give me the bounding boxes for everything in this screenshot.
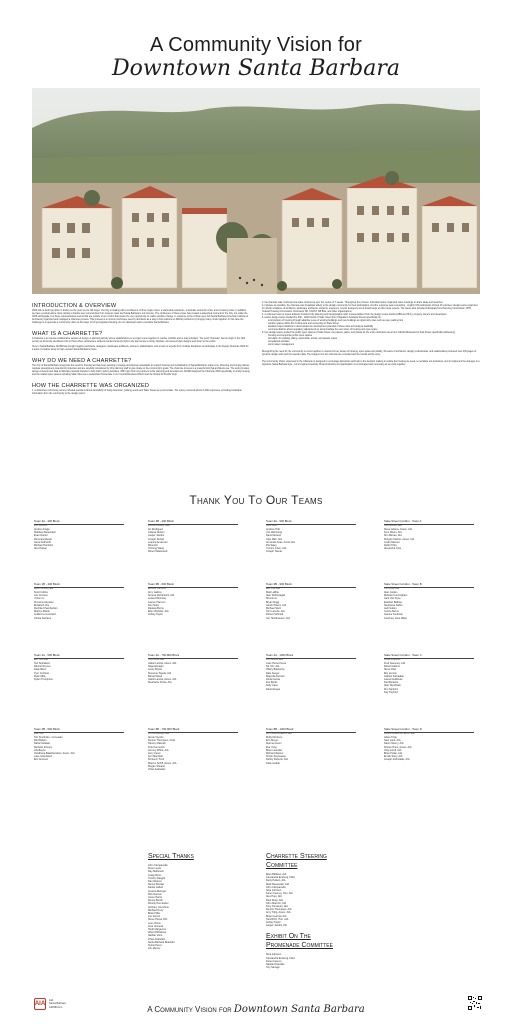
intro-paragraph: 2020 will no doubt go down in history as the year no one will forget. Our City is dealing with a confluence of three major crises: a world-wide pandemic, a dramatic economic crisis, and a housing crisis. In addition, we have a social justice crisis casting a shadow over communities from coast to coast and Santa Barbara is not immune. The confluence of these crises has created a watershed moment for the City, not unlike the 1925 earthquake. It is these unprecedented events that are outside of our control that create the very opportunity to realize positive change. In response to the critical need, AIA Santa Barbara (American Institute of Architects) organized and managed a charrette process. This process is a common technique used by architects as a way to find solutions to difficult problems by bringing many minds together. In this case the challenge is to generate a community vision to find ways to bring integrated housing into our downtown and to revitalize Santa Barbara. xyxy=(32,310,249,324)
list-item: Ohan Arabelian xyxy=(148,937,166,941)
team-member: Mira Ash xyxy=(148,543,158,547)
team-member: Debby Roberts, AIA xyxy=(266,758,288,762)
team-member: Ken Marshall xyxy=(148,755,163,759)
list-item: Sylvia Perez xyxy=(148,944,162,948)
team-member: Kim Sanford xyxy=(384,687,398,691)
team-member: Jessy Brown xyxy=(148,668,163,672)
team-member: Serena McClintock, AIA xyxy=(148,594,175,598)
team-member: Luanna Anderson xyxy=(148,540,168,544)
team-member: Marcus Martin xyxy=(34,610,50,614)
team-member: Scott Collins xyxy=(34,590,48,594)
team-member: Ellen Webster, AIA xyxy=(148,610,169,614)
team-member: Brian Lasnafer xyxy=(266,748,283,752)
team-block xyxy=(384,520,474,550)
team-member: Erin Meyer xyxy=(266,739,279,743)
process-step-6: 6. four design teams studied the public open spaces of State Street, the paseos, parks, and plazas for the entire downtown area from Cabrillo Boulevard to Sola Street specifically addressing: xyxy=(262,332,456,334)
team-title: Team 5B - 700-800 Block xyxy=(148,728,238,733)
team-member: Jacob Hikens, AIA xyxy=(266,603,287,607)
team-member: Gabriel Farhadian xyxy=(384,674,405,678)
team-member: Stephanie Sablo xyxy=(384,603,403,607)
list-item: Detty Peikert, AIA xyxy=(266,879,286,883)
team-lead: Brian Hofer xyxy=(266,524,278,527)
team-member: Andres Arciga xyxy=(34,527,50,531)
list-item: John Campanella xyxy=(266,885,286,889)
team-member: Michelle Zimney xyxy=(34,745,53,749)
steering-heading-1: Charrette Steering xyxy=(266,853,327,860)
team-title: Team 2A - 500 Block xyxy=(34,654,124,659)
list-item: Hugh Margerum xyxy=(148,928,167,932)
team-block xyxy=(384,654,474,694)
list-item: Tony Tomasulo, AIA xyxy=(266,905,288,909)
team-member: Kent Mixon, AIA xyxy=(384,531,402,535)
team-member: Elly Iverson xyxy=(384,671,397,675)
intro-heading: INTRODUCTION & OVERVIEW xyxy=(32,303,117,309)
team-member: Steve Adams, Assoc. AIA xyxy=(384,527,413,531)
team-member: Ivonne Burns xyxy=(384,610,399,614)
team-member: Armando Arias, Assoc AIA xyxy=(266,540,296,544)
list-item: Steve House NCI xyxy=(148,918,168,922)
process-bullet: outdoor spaces within the 2 block area and connecting to State Street xyxy=(268,323,339,325)
team-title: Team 4A - 700-800 Block xyxy=(148,654,238,659)
team-lead: Eva Tomasini xyxy=(34,524,47,527)
team-block xyxy=(266,520,356,554)
team-member: Sam Lank, AIA xyxy=(384,739,401,743)
promenade-heading-2: Promenade Committee xyxy=(266,942,333,950)
team-title: Team 9A - 900 Block xyxy=(266,520,356,525)
list-item: Izzy Savage xyxy=(266,966,280,970)
list-item: Natalie Dramatis xyxy=(266,963,285,967)
list-item: Craig Minus xyxy=(148,873,162,877)
team-block xyxy=(148,583,238,617)
team-member: Kristen Price, Assoc. AIA xyxy=(384,745,412,749)
list-item: Anthony Grumbine xyxy=(148,905,169,909)
team-block xyxy=(266,728,356,765)
team-member: Yicheng Wang xyxy=(148,547,165,551)
team-member: Tai Yeh, AIA xyxy=(266,665,280,669)
list-item: Ray Malhoeck xyxy=(148,870,164,874)
list-item: Renee Brook xyxy=(148,899,163,903)
team-member: David Anaya xyxy=(266,687,281,691)
team-member: Kinneme Mendes xyxy=(34,600,54,604)
team-member: Galena Nelson xyxy=(148,531,165,535)
team-block xyxy=(266,583,356,620)
list-item: Tara Rizzi, Hon. AIA xyxy=(266,917,289,921)
team-member: Kelly Cave xyxy=(266,684,278,688)
list-item: Mark Beausoleil, AIA xyxy=(266,882,290,886)
process-bullet: recommendations about regulatory adjustments to accommodate the new vision of housing and open space xyxy=(268,329,378,331)
team-title: Team 4A - 1000 Block xyxy=(266,654,356,659)
team-member: Jon Hochhausen, AIA xyxy=(266,616,291,620)
list-item: Alex Pujo, AIA xyxy=(266,895,282,899)
team-member: Leland Wemsley xyxy=(148,597,167,601)
list-item: Cassandra Ensberg, FAIA xyxy=(266,876,295,880)
team-member: Julie Mah, AIA xyxy=(266,537,282,541)
team-member: Eric Aronson xyxy=(34,758,49,762)
list-item: Ellen Bildsten, AIA xyxy=(266,873,287,876)
process-bullet: storm water management xyxy=(268,344,295,346)
team-member: Jack Van Dyne xyxy=(384,597,401,601)
team-block xyxy=(384,728,474,762)
list-item: Karen Feeney xyxy=(266,959,282,963)
list-item: Daniel Gullett xyxy=(148,886,164,890)
process-step-5: 5. twelve design teams studied the 300 - 1000 blocks of State Street from Chapala to Anacapa Streets specifically for: xyxy=(262,317,382,319)
team-member: Yvonne Chen, AIA xyxy=(266,547,287,551)
team-member: Kristin Stoywauve xyxy=(266,755,286,759)
team-member: Joe Cervera xyxy=(34,594,48,598)
team-member: Richard Warner xyxy=(266,751,284,755)
team-member: Rene Escobedo xyxy=(34,537,52,541)
list-item: Brian Hiller xyxy=(148,912,161,916)
list-item: Jon Ferrell xyxy=(148,915,160,919)
team-member: Lauren Harmon xyxy=(148,600,166,604)
list-item: Brian Cearnal, AIA xyxy=(266,914,287,918)
list-item: Nina Johnson xyxy=(266,953,282,957)
team-lead: Paul Rupp, AIA xyxy=(384,587,399,590)
process-bullet: detailed project statistics to demonstrate the development potential of these sites and analyze feasibility xyxy=(268,326,374,328)
team-member: Alexandra Cole xyxy=(384,547,402,551)
team-member: Debbi Tilley xyxy=(384,543,397,547)
charrette-heading: WHAT IS A CHARRETTE? xyxy=(32,331,103,337)
list-item: John Campanella xyxy=(148,864,168,867)
team-block xyxy=(34,583,124,620)
team-member: Justin Manuel xyxy=(384,540,400,544)
aia-logo-mark: AIA xyxy=(34,998,46,1010)
team-member: Jeanne Kaufman xyxy=(384,613,403,617)
team-member: Joseph Robair xyxy=(148,537,165,541)
summary-paragraph: Recognizing the need for the community to come together to respond to key issues of housing, open space and vitality, 16 teams of architects, design professionals, and stakeholders produced over 230 pages of dynamic design work and the relevant data. The images from the charrette are compiled and the results tell the story. xyxy=(262,351,477,356)
list-item: Jason Harris xyxy=(148,896,163,900)
team-member: Melissa Cunningham xyxy=(384,594,408,598)
team-member: Ryan Mills xyxy=(34,674,46,678)
team-member: Eva Yang xyxy=(266,745,277,749)
team-member: Sage Elmagin xyxy=(148,665,164,669)
team-member: Kym Cochran xyxy=(34,671,50,675)
team-member: Cristia Sanders xyxy=(34,616,52,620)
aerial-rendering-image xyxy=(32,88,480,294)
team-member: Alan McDonagall xyxy=(266,594,285,598)
process-step-2: 2. the charrette was conducted via video conference over the course of 7 weeks. Throughout the process, individual teams organized video meetings to share ideas and sketches. xyxy=(262,302,444,304)
process-bullet: incorporation of housing through adaptive reuse of existing buildings and new buildings at opportunity sites such as open parking lots xyxy=(268,320,403,322)
logo-line-2: Santa Barbara xyxy=(49,1002,66,1006)
list-item: John Maruzzi, AIA xyxy=(266,901,287,905)
team-title: State Street Corridor - Team A xyxy=(384,520,474,525)
team-member: Evan Daniel xyxy=(34,534,48,538)
team-member: Morgan Solorio, Assoc. AIA xyxy=(384,537,415,541)
team-member: Lila Bayne xyxy=(34,748,46,752)
list-item: Jasper Jacobs, PE xyxy=(266,924,287,928)
vision-paragraph: The Community Vision expressed in the Charrette is designed to encourage discussion and help in the decision making to realize the housing we need, re-revitalize our downtown, and to implement the changes in a signature Santa Barbara style - full of inspired creativity. Broad inclusivity and participation is encouraged and necessary as we work together. xyxy=(262,361,480,366)
organized-heading: HOW THE CHARRETTE WAS ORGANIZED xyxy=(32,383,150,389)
team-block xyxy=(34,654,124,681)
team-title: State Street Corridor - Team D xyxy=(384,728,474,733)
list-item: Rob Dayson xyxy=(148,892,162,896)
promenade-heading-1: Exhibit On The xyxy=(266,933,311,941)
team-member: Elizabeth Vos xyxy=(34,603,50,607)
team-member: Ruchita Chamberlain xyxy=(34,606,58,610)
list-item: Dan Weimer xyxy=(148,880,162,884)
team-member: Tom Lacobs, AIA xyxy=(266,610,285,614)
team-lead: Susan Singhvale xyxy=(384,658,401,661)
team-member: Matt LaBrie xyxy=(266,590,279,594)
team-member: Brian Holler, AIA xyxy=(384,751,403,755)
team-member: Robert Schmidt xyxy=(266,613,284,617)
footer-title xyxy=(0,1004,512,1015)
team-member: Dennis Thompson, FAIA xyxy=(148,739,176,743)
list-item: Jon Mercer xyxy=(148,947,161,951)
team-member: Guillermo Gonzalez xyxy=(34,613,56,617)
team-member: Susanne Tojeda, AIA xyxy=(148,671,172,675)
team-member: Courtney Jane Miller xyxy=(384,616,407,620)
team-member: Jasper Jacobs xyxy=(148,534,165,538)
team-member: Harvey Malouch xyxy=(148,742,167,746)
team-member: Yan Weicheng xyxy=(266,531,283,535)
team-title: Team 8B - 1000 Block xyxy=(266,728,356,733)
list-item: Paul Rupp, AIA xyxy=(266,898,283,902)
team-member: Laurel DeWeese xyxy=(384,677,403,681)
team-member: Kim Mireau, AIA xyxy=(384,534,402,538)
team-member: Kimberly Trout xyxy=(148,758,165,762)
why-paragraph: The City of Santa Barbara recognizes the need for housing and has been working to change development standards to support housing and revitalization of Santa Barbara's urban core. Planning and zoning policies regulate development potential of properties and are carefully considered by City planning staff to give shape to the community's goals. The charrette process is a powerful tool that architects use. The work provides design concepts and data to illustrate potential impacts to help inform policy decisions. With input from city partners at the planning and development, AIASB designed the Charrette 2020 specifically to study housing and the related open spaces including State Street as a pedestrian Promenade in our Central Business District and the historic El Pueblo Viejo. xyxy=(32,365,250,376)
process-step-4: 4. a volunteer team of expert advisors included City planning and transportation staff, representatives from the design review bodies (ABR and HLC), property owners and developers. xyxy=(262,314,448,316)
team-member: Don Nulty xyxy=(148,603,159,607)
charrette-paragraph: A charrette is an intense collaborative session of design or planning activity where stakeholders on a project come together to resolve conflicts and to map solutions. The word "charrette" has its origin in the 19th century at the Ecole des Beaux Arts in Paris where architecture students worked furiously right to the last minute to study, illustrate, and present their designs and vision to the public. xyxy=(32,338,246,343)
team-block xyxy=(266,654,356,691)
logo-line-3: AIASB.com xyxy=(49,1005,63,1009)
team-block xyxy=(34,728,124,762)
list-item: Crosby Slaught xyxy=(148,876,166,880)
why-heading: WHY DO WE NEED A CHARRETTE? xyxy=(32,358,132,364)
team-member: Katie Grabik xyxy=(266,761,280,765)
steering-committee xyxy=(266,852,386,969)
list-item: Peter Lewis xyxy=(148,867,162,871)
special-thanks xyxy=(148,852,248,950)
team-member: Karl Berkeris xyxy=(384,681,399,685)
team-lead: Ann Thiel, AIA xyxy=(34,658,48,661)
steering-heading-2: Committee xyxy=(266,862,298,869)
team-member: Vandhana Balachandran, Assoc. AIA xyxy=(34,751,75,755)
team-member: Steve Diaz xyxy=(384,668,397,672)
list-item: Irma Unzueta xyxy=(148,924,164,928)
team-member: Alan Jordan xyxy=(384,590,398,594)
team-lead: John Maruzzi, AIA xyxy=(384,524,402,527)
team-member: Nahal Soldaat xyxy=(34,742,50,746)
team-lead: Anthony Tomasulo xyxy=(148,587,166,590)
process-bullet: circulation for walking, biking, automobile, transit, and parade routes xyxy=(268,338,338,340)
team-member: Megan Shearel xyxy=(148,764,165,768)
thanks-heading: Thank You To Our Teams xyxy=(189,493,323,507)
organized-paragraph: 1. a downtown community survey included questions about desirability of living downtown, parking needs and State Street as a promenade. The survey received almost 3,000 responses, providing invaluable information from the community to the design teams. xyxy=(32,390,242,395)
team-member: Isabel Lamba, Assoc. AIA xyxy=(148,677,177,681)
team-member: Alanna Green xyxy=(266,742,282,746)
team-member: Bryan Rugg xyxy=(266,600,280,604)
team-member: Michael Hamilton xyxy=(34,543,54,547)
list-item: Renee Brooke xyxy=(148,883,164,887)
team-member: Jedi Sutton xyxy=(384,606,397,610)
team-member: Ashley Taylor xyxy=(148,613,163,617)
team-lead: Alex Pujo, AIA xyxy=(266,587,280,590)
process-column xyxy=(262,302,480,367)
team-member: Dawn Sherry, AIA xyxy=(384,742,404,746)
team-member: Joseph Andrulaitis, AIA xyxy=(384,758,410,762)
team-title: Team 3B - 400 Block xyxy=(148,520,238,525)
footer-place: Downtown Santa Barbara xyxy=(233,1004,365,1015)
team-member: Rose Hildebrandt xyxy=(148,550,168,554)
list-item: Woody Hernandez xyxy=(148,902,169,906)
special-thanks-heading: Special Thanks xyxy=(148,853,194,860)
team-member: Marcus Schiff, Assoc. AIA xyxy=(148,761,177,765)
team-member: Juan Heina Perea xyxy=(266,661,287,665)
team-lead: Paul Poirier, AIA xyxy=(148,658,164,661)
list-item: Albert DiPadova xyxy=(148,931,167,935)
team-member: Isabel Lamba, Assoc. AIA xyxy=(148,661,177,665)
team-member: Michael Stetz xyxy=(266,606,282,610)
team-member: Tori Smolinski - Co-leader xyxy=(34,735,63,739)
team-member: Katie Blom xyxy=(34,668,47,672)
list-item: Nina Johnson xyxy=(266,889,282,893)
team-member: Jared Fetherolf xyxy=(34,540,51,544)
team-member: Pat Saley xyxy=(266,543,277,547)
list-item: Leon Olson xyxy=(148,921,161,925)
team-member: Ted Strickland xyxy=(34,661,50,665)
charrette-paragraph-2: Here in Santa Barbara, AIASB has brought together architects, designers, landscape architects, planners, stakeholders, and a team of experts from multiple disciplines to participate in the Design Charrette 2020 for a burst of creative study to help envision Santa Barbara's future. xyxy=(32,346,249,351)
team-member: Esteban Balboa xyxy=(384,600,402,604)
team-lead: Roxana Bonderson, Assoc. AIA xyxy=(384,732,415,735)
team-title: State Street Corridor - Team B xyxy=(384,583,474,588)
team-block xyxy=(148,520,238,554)
team-title: Team 3A - 400 Block xyxy=(34,520,124,525)
team-member: David Alvarez xyxy=(266,534,282,538)
team-member: Hillary Blackerby xyxy=(266,668,285,672)
team-title: State Street Corridor - Team C xyxy=(384,654,474,659)
team-member: Clay Aurell, AIA xyxy=(384,748,402,752)
team-member: Rod Britton xyxy=(34,739,47,743)
team-member: Alex Parker xyxy=(34,547,47,551)
team-member: Daniela Burns xyxy=(148,606,164,610)
team-member: Ohan Arabelian xyxy=(148,767,166,771)
list-item: Michael Drury xyxy=(148,908,164,912)
team-member: Karla Garcia xyxy=(266,677,280,681)
team-member: Dylan Thompson xyxy=(34,677,53,681)
team-member: Stephanie Poole, AIA xyxy=(148,681,172,685)
list-item: Cassandra Ensberg, FAIA xyxy=(266,956,295,960)
team-member: Yichen Li xyxy=(34,597,45,601)
team-member: Joseph Tascia xyxy=(266,550,282,554)
team-block xyxy=(384,583,474,620)
list-item: Nathan Vonk xyxy=(148,934,163,938)
process-bullet: recreational activities xyxy=(268,341,290,343)
intro-column xyxy=(32,300,250,396)
list-item: Ashley Taylor xyxy=(266,921,281,925)
team-member: Matthew Beausoleil xyxy=(34,531,56,535)
list-item: Dennis Thompson, AIA xyxy=(266,908,292,912)
team-member: Fred Sweeney, AIA xyxy=(384,661,406,665)
list-item: Amy Tripp, Assoc. AIA xyxy=(266,911,291,915)
process-bullet: housing and supportive public open spaces xyxy=(268,335,313,337)
page-subtitle: Downtown Santa Barbara xyxy=(112,56,400,81)
team-lead: Jeff Murrigeaugh, AIA xyxy=(148,732,169,735)
team-member: Molly Morrison xyxy=(266,735,283,739)
team-title: Team 1B - 400 Block xyxy=(34,583,124,588)
team-lead: Eric Deepsells-Aberle, AIA xyxy=(266,732,292,735)
team-member: Rachel Reyner xyxy=(34,665,51,669)
team-member: Lane Grandsted xyxy=(34,755,52,759)
team-lead: Bryan Dunning, AIA xyxy=(34,587,54,590)
team-member: Andrew Thill xyxy=(266,527,280,531)
team-member: Dale Aseyer xyxy=(266,671,280,675)
logo-line-1: AIA xyxy=(49,999,54,1003)
team-member: Alan Wyndham xyxy=(384,684,401,688)
team-member: Kyle Kennerich xyxy=(148,745,165,749)
hero-rendering xyxy=(32,88,480,294)
qr-code-icon[interactable] xyxy=(468,996,482,1010)
team-title: Team 9B - 900 Block xyxy=(266,583,356,588)
team-member: Adam Tripp xyxy=(384,735,397,739)
team-member: Alexis Voyshe xyxy=(148,735,164,739)
team-block xyxy=(34,520,124,550)
footer-lead: A Community Vision for xyxy=(147,1005,232,1014)
team-title: Team 2B - 500 Block xyxy=(34,728,124,733)
page-title: A Community Vision for xyxy=(150,34,362,56)
team-member: Zoe Berks xyxy=(266,681,278,685)
team-lead: Michael Holliday, FAIA xyxy=(148,524,170,527)
team-member: Kay Twyford xyxy=(384,690,398,694)
team-member: Barrett Reed xyxy=(148,674,163,678)
team-block xyxy=(148,728,238,771)
list-item: Karen Feeney, Hon. AIA xyxy=(266,892,293,896)
team-member: Ari Rodriguez xyxy=(148,527,164,531)
team-block xyxy=(148,654,238,684)
team-title: Team 6B - 600 Block xyxy=(148,583,238,588)
list-item: Santa Barbara Beautiful xyxy=(148,940,175,944)
team-member: Shumin Li xyxy=(266,597,278,601)
team-member: Jeremy White, AIA xyxy=(148,748,169,752)
team-member: Jerry Kessi xyxy=(148,751,161,755)
team-lead: Del Coroniel, AIA xyxy=(266,658,283,661)
team-member: Marcella Derrant xyxy=(266,674,285,678)
team-member: Emilie Stury, AIA xyxy=(384,755,403,759)
team-lead: Matt Ortiz xyxy=(34,732,44,735)
team-member: Amy Gallina xyxy=(148,590,162,594)
process-step-3: 3. inclusive as possible, the charrette was broadcast widely to the design community for their participation. And the response was resounding - roughly 160 participants formed 16 volunteer design teams organized to include a balance of architects, landscape architects, students, engineers, interior designers and a broad range of other local experts. The teams also included individuals from Planning Commission, MTD, Coastal Housing Commission, Downtown SB, COAST, SB Bike, and other organizations. xyxy=(262,305,478,313)
list-item: Jessica Metzger xyxy=(148,889,167,893)
team-member: Robert Adams xyxy=(384,665,400,669)
